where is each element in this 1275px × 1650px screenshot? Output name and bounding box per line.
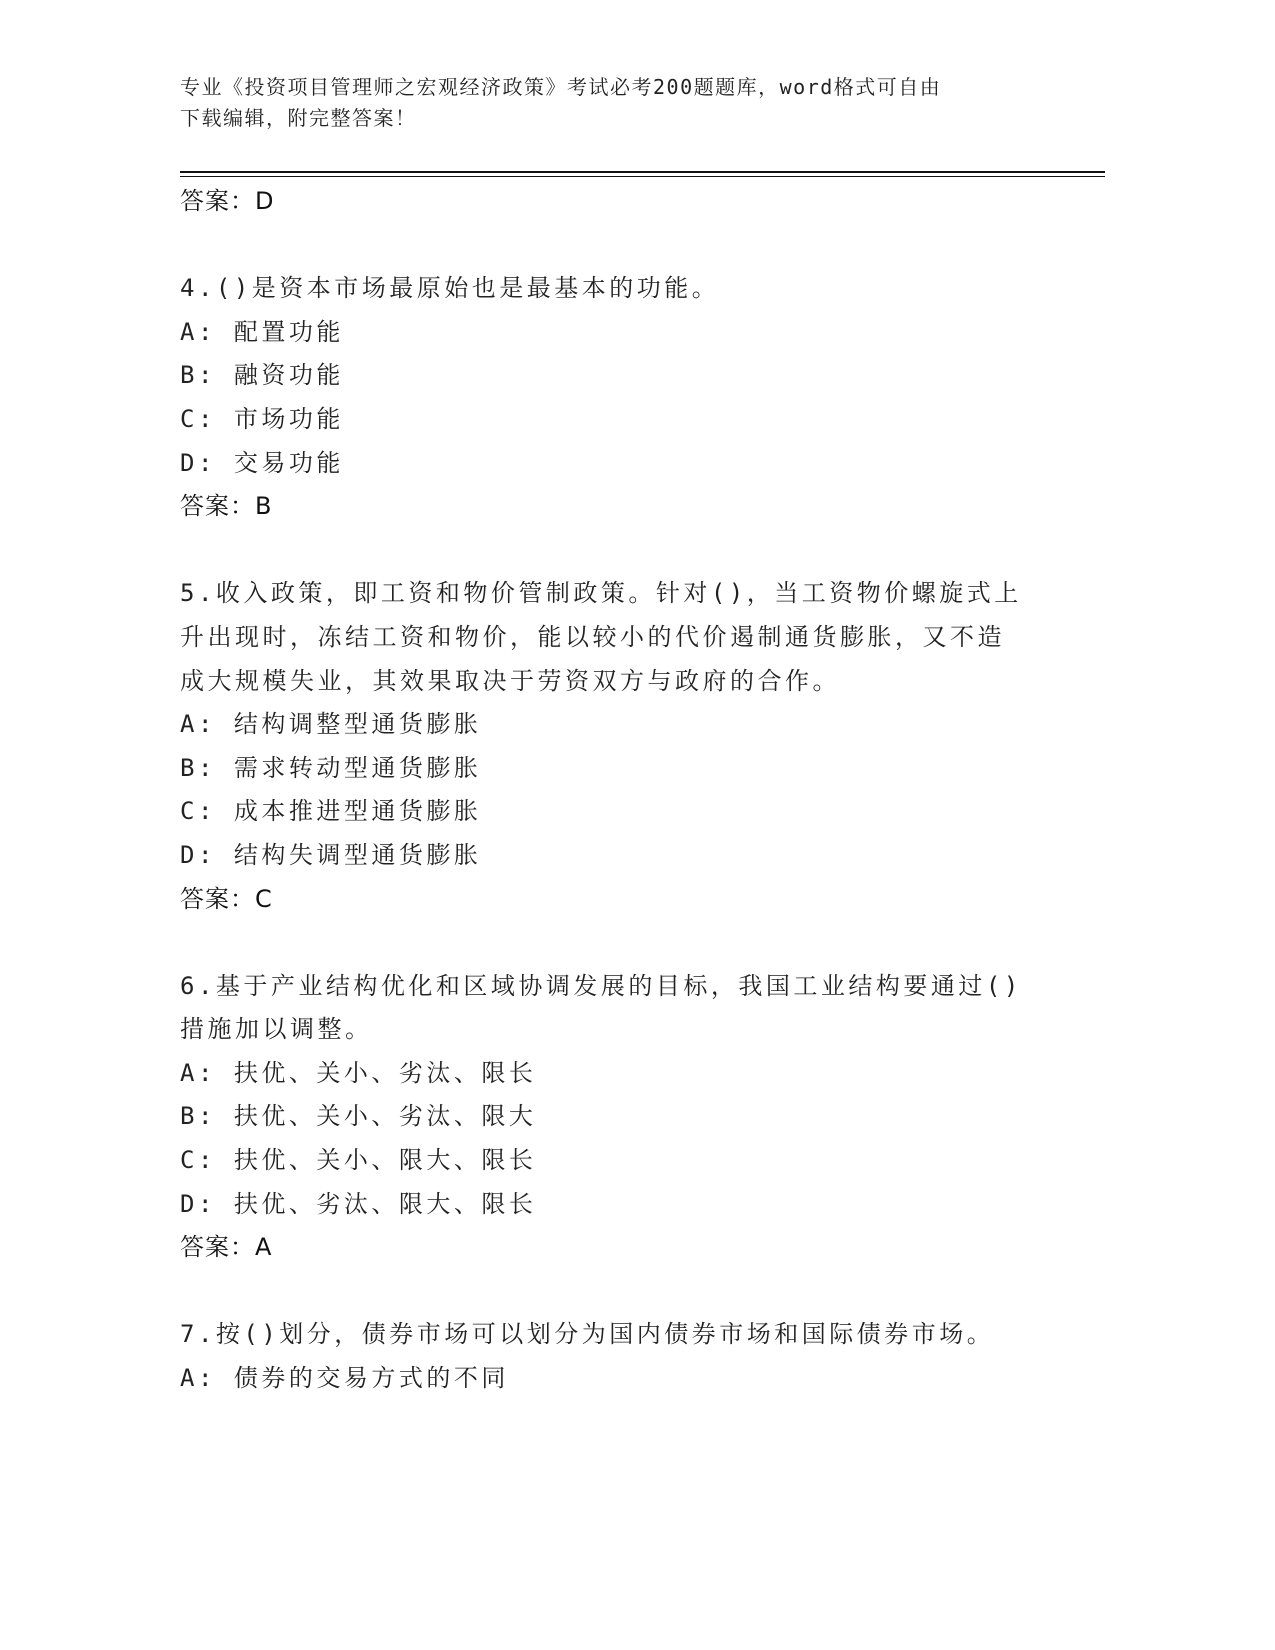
question-4 [180, 267, 1100, 529]
question-5 [180, 572, 1100, 921]
intro-line-2: 下载编辑，附完整答案！ [180, 106, 417, 130]
answer-line: 答案：A [180, 1233, 273, 1262]
option-d: D: 扶优、劣汰、限大、限长 [180, 1189, 537, 1218]
option-a: A: 扶优、关小、劣汰、限长 [180, 1058, 537, 1087]
option-b: B: 扶优、关小、劣汰、限大 [180, 1102, 537, 1131]
question-text: 7.按()划分，债券市场可以划分为国内债券市场和国际债券市场。 [180, 1320, 995, 1349]
option-c: C: 市场功能 [180, 404, 344, 433]
intro-line-1: 专业《投资项目管理师之宏观经济政策》考试必考200题题库，word格式可自由 [180, 75, 942, 99]
divider-rule [180, 171, 1105, 173]
option-c: C: 成本推进型通货膨胀 [180, 797, 482, 826]
question-text: 措施加以调整。 [180, 1015, 373, 1044]
question-text: 6.基于产业结构优化和区域协调发展的目标，我国工业结构要通过() [180, 971, 1022, 1000]
option-a: A: 结构调整型通货膨胀 [180, 710, 482, 739]
question-text: 成大规模失业，其效果取决于劳资双方与政府的合作。 [180, 666, 840, 695]
answer-line: 答案：D [180, 187, 275, 215]
question-6 [180, 965, 1100, 1270]
question-text: 4.()是资本市场最原始也是最基本的功能。 [180, 274, 720, 303]
answer-line: 答案：B [180, 492, 273, 521]
option-a: A: 配置功能 [180, 317, 344, 346]
question-text: 升出现时，冻结工资和物价，能以较小的代价遏制通货膨胀，又不造 [180, 622, 1005, 651]
option-a: A: 债券的交易方式的不同 [180, 1364, 509, 1393]
question-7 [180, 1313, 1100, 1400]
question-text: 5.收入政策，即工资和物价管制政策。针对()，当工资物价螺旋式上 [180, 579, 1022, 608]
option-d: D: 结构失调型通货膨胀 [180, 840, 482, 869]
option-b: B: 需求转动型通货膨胀 [180, 753, 482, 782]
option-b: B: 融资功能 [180, 361, 344, 390]
option-d: D: 交易功能 [180, 448, 344, 477]
question-list [180, 180, 1100, 1401]
document-intro [180, 72, 1080, 134]
option-c: C: 扶优、关小、限大、限长 [180, 1146, 537, 1175]
divider-rule-thin [180, 176, 1105, 177]
answer-line: 答案：C [180, 884, 273, 913]
